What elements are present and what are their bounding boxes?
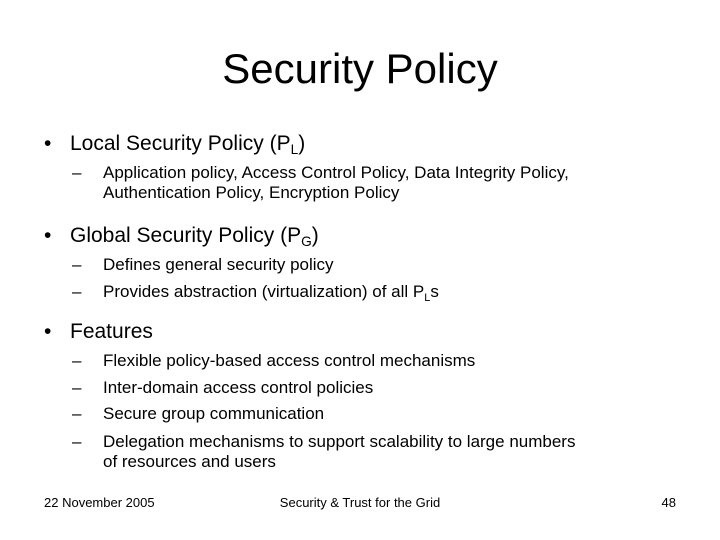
- dash-icon: –: [72, 163, 82, 182]
- feature-text: Flexible policy-based access control mechanisms: [103, 351, 476, 370]
- sub-bullet-text: [103, 282, 439, 302]
- feature-text: Secure group communication: [103, 404, 325, 423]
- slide-title: Security Policy: [222, 45, 498, 92]
- bullet-text: Features: [70, 320, 153, 343]
- bullet-icon: •: [44, 320, 52, 343]
- subscript: L: [424, 292, 431, 304]
- dash-icon: –: [72, 378, 82, 397]
- feature-text: Delegation mechanisms to support scalability to large numbers: [103, 432, 576, 451]
- sub-bullet-text-line2: Authentication Policy, Encryption Policy: [103, 183, 400, 202]
- sub-bullet-text-pre: Provides abstraction (virtualization) of all P: [103, 282, 425, 301]
- footer-date: 22 November 2005: [44, 495, 155, 510]
- dash-icon: –: [72, 282, 82, 301]
- feature-text: Inter-domain access control policies: [103, 378, 374, 397]
- page-number: 48: [661, 495, 676, 510]
- dash-icon: –: [72, 404, 82, 423]
- sub-bullet-text-line1: Application policy, Access Control Policy, Data Integrity Policy,: [103, 163, 569, 182]
- feature-text-line2: of resources and users: [103, 452, 276, 471]
- dash-icon: –: [72, 351, 82, 370]
- dash-icon: –: [72, 255, 82, 274]
- bullet-text: [70, 223, 319, 249]
- subscript: L: [290, 142, 299, 157]
- heading-text: Global Security Policy (P: [70, 224, 302, 247]
- sub-bullet-text: Defines general security policy: [103, 255, 334, 274]
- sub-bullet-text-post: s: [430, 282, 439, 301]
- bullet-icon: •: [44, 224, 52, 247]
- subscript: G: [301, 234, 312, 249]
- dash-icon: –: [72, 432, 82, 451]
- bullet-icon: •: [44, 132, 52, 155]
- heading-text: Local Security Policy (P: [70, 132, 291, 155]
- heading-text-end: ): [311, 224, 319, 247]
- footer-title: Security & Trust for the Grid: [279, 495, 441, 510]
- heading-text-end: ): [298, 132, 306, 155]
- bullet-text: [70, 131, 305, 157]
